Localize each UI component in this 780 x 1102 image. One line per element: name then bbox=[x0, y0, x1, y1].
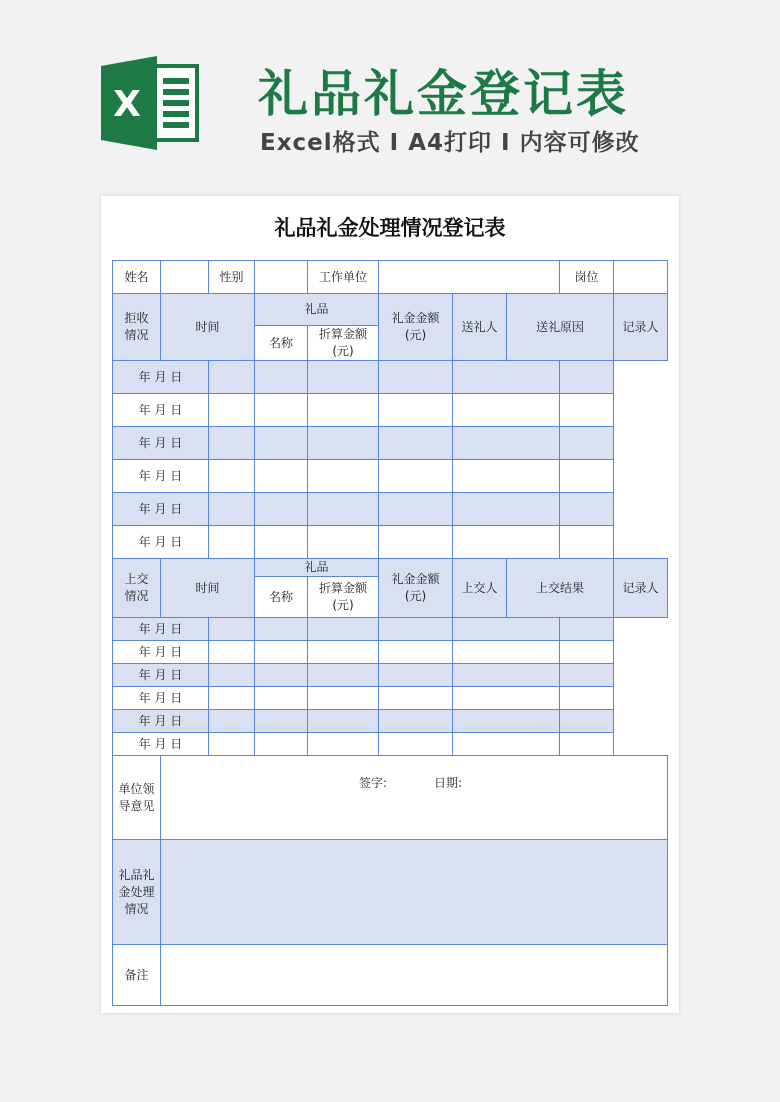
cash-amount-cell[interactable] bbox=[308, 460, 379, 493]
registration-table bbox=[112, 260, 668, 1006]
date-cell[interactable]: 年 月 日 bbox=[113, 460, 209, 493]
reject-section-label: 拒收 情况 bbox=[113, 294, 161, 361]
reject-recorder-header: 记录人 bbox=[614, 294, 668, 361]
position-field[interactable] bbox=[614, 261, 668, 294]
table-row bbox=[113, 618, 668, 641]
table-row bbox=[113, 427, 668, 460]
handover-section-label: 上交 情况 bbox=[113, 559, 161, 618]
cash-amount-cell[interactable] bbox=[308, 733, 379, 756]
banner-subtitle: Excel格式 I A4打印 I 内容可修改 bbox=[260, 130, 640, 156]
reason-cell[interactable] bbox=[453, 427, 560, 460]
recorder-cell[interactable] bbox=[560, 493, 614, 526]
person-cell[interactable] bbox=[379, 641, 453, 664]
position-label: 岗位 bbox=[560, 261, 614, 294]
reason-cell[interactable] bbox=[453, 664, 560, 687]
date-cell[interactable]: 年 月 日 bbox=[113, 427, 209, 460]
reason-cell[interactable] bbox=[453, 687, 560, 710]
converted-amount-cell[interactable] bbox=[255, 641, 308, 664]
person-cell[interactable] bbox=[379, 687, 453, 710]
cash-amount-cell[interactable] bbox=[308, 361, 379, 394]
person-cell[interactable] bbox=[379, 526, 453, 559]
person-cell[interactable] bbox=[379, 394, 453, 427]
date-cell[interactable]: 年 月 日 bbox=[113, 733, 209, 756]
date-cell[interactable]: 年 月 日 bbox=[113, 361, 209, 394]
cash-amount-cell[interactable] bbox=[308, 710, 379, 733]
converted-amount-cell[interactable] bbox=[255, 526, 308, 559]
reason-cell[interactable] bbox=[453, 460, 560, 493]
gift-name-cell[interactable] bbox=[209, 526, 255, 559]
date-cell[interactable]: 年 月 日 bbox=[113, 618, 209, 641]
recorder-cell[interactable] bbox=[560, 618, 614, 641]
name-field[interactable] bbox=[161, 261, 209, 294]
converted-amount-cell[interactable] bbox=[255, 733, 308, 756]
gender-field[interactable] bbox=[255, 261, 308, 294]
reject-gift-header: 礼品 bbox=[255, 294, 379, 326]
person-cell[interactable] bbox=[379, 664, 453, 687]
reject-cash-header: 礼金金额 (元) bbox=[379, 294, 453, 361]
recorder-cell[interactable] bbox=[560, 394, 614, 427]
person-cell[interactable] bbox=[379, 493, 453, 526]
sign-label: 签字: bbox=[359, 775, 388, 790]
reject-converted-header: 折算金额 (元) bbox=[308, 326, 379, 361]
gift-name-cell[interactable] bbox=[209, 618, 255, 641]
recorder-cell[interactable] bbox=[560, 733, 614, 756]
work-unit-field[interactable] bbox=[379, 261, 560, 294]
person-cell[interactable] bbox=[379, 427, 453, 460]
date-cell[interactable]: 年 月 日 bbox=[113, 710, 209, 733]
converted-amount-cell[interactable] bbox=[255, 460, 308, 493]
date-cell[interactable]: 年 月 日 bbox=[113, 526, 209, 559]
reason-cell[interactable] bbox=[453, 733, 560, 756]
recorder-cell[interactable] bbox=[560, 687, 614, 710]
handover-gift-header: 礼品 bbox=[255, 559, 379, 577]
handling-label: 礼品礼 金处理 情况 bbox=[113, 840, 161, 945]
table-row bbox=[113, 493, 668, 526]
table-row bbox=[113, 687, 668, 710]
converted-amount-cell[interactable] bbox=[255, 618, 308, 641]
reason-cell[interactable] bbox=[453, 641, 560, 664]
reason-cell[interactable] bbox=[453, 493, 560, 526]
form-title: 礼品礼金处理情况登记表 bbox=[274, 216, 506, 240]
handover-submitter-header: 上交人 bbox=[453, 559, 507, 618]
cash-amount-cell[interactable] bbox=[308, 687, 379, 710]
handover-gift-name-header: 名称 bbox=[255, 577, 308, 618]
person-cell[interactable] bbox=[379, 710, 453, 733]
converted-amount-cell[interactable] bbox=[255, 427, 308, 460]
table-row bbox=[113, 394, 668, 427]
recorder-cell[interactable] bbox=[560, 641, 614, 664]
handover-cash-header: 礼金金额 (元) bbox=[379, 559, 453, 618]
handover-result-header: 上交结果 bbox=[507, 559, 614, 618]
cash-amount-cell[interactable] bbox=[308, 493, 379, 526]
reason-cell[interactable] bbox=[453, 526, 560, 559]
gift-name-cell[interactable] bbox=[209, 361, 255, 394]
recorder-cell[interactable] bbox=[560, 427, 614, 460]
gift-name-cell[interactable] bbox=[209, 641, 255, 664]
gift-name-cell[interactable] bbox=[209, 460, 255, 493]
leader-opinion-label: 单位领 导意见 bbox=[113, 756, 161, 840]
reason-cell[interactable] bbox=[453, 710, 560, 733]
cash-amount-cell[interactable] bbox=[308, 618, 379, 641]
converted-amount-cell[interactable] bbox=[255, 710, 308, 733]
reject-gift-name-header: 名称 bbox=[255, 326, 308, 361]
remarks-field[interactable] bbox=[161, 945, 668, 1006]
gender-label: 性别 bbox=[209, 261, 255, 294]
recorder-cell[interactable] bbox=[560, 710, 614, 733]
table-row bbox=[113, 664, 668, 687]
reject-time-header: 时间 bbox=[161, 294, 255, 361]
cash-amount-cell[interactable] bbox=[308, 427, 379, 460]
person-cell[interactable] bbox=[379, 733, 453, 756]
converted-amount-cell[interactable] bbox=[255, 394, 308, 427]
table-row bbox=[113, 733, 668, 756]
gift-name-cell[interactable] bbox=[209, 687, 255, 710]
table-row bbox=[113, 710, 668, 733]
gift-name-cell[interactable] bbox=[209, 664, 255, 687]
handling-field[interactable] bbox=[161, 840, 668, 945]
work-unit-label: 工作单位 bbox=[308, 261, 379, 294]
reason-cell[interactable] bbox=[453, 361, 560, 394]
gift-name-cell[interactable] bbox=[209, 394, 255, 427]
date-label: 日期: bbox=[434, 775, 463, 790]
converted-amount-cell[interactable] bbox=[255, 664, 308, 687]
date-cell[interactable]: 年 月 日 bbox=[113, 493, 209, 526]
person-cell[interactable] bbox=[379, 460, 453, 493]
date-cell[interactable]: 年 月 日 bbox=[113, 641, 209, 664]
reject-giver-header: 送礼人 bbox=[453, 294, 507, 361]
remarks-label: 备注 bbox=[113, 945, 161, 1006]
gift-name-cell[interactable] bbox=[209, 427, 255, 460]
svg-text:X: X bbox=[113, 84, 141, 125]
recorder-cell[interactable] bbox=[560, 664, 614, 687]
date-cell[interactable]: 年 月 日 bbox=[113, 664, 209, 687]
banner-title: 礼品礼金登记表 bbox=[258, 65, 629, 123]
recorder-cell[interactable] bbox=[560, 361, 614, 394]
gift-name-cell[interactable] bbox=[209, 733, 255, 756]
gift-name-cell[interactable] bbox=[209, 493, 255, 526]
handover-time-header: 时间 bbox=[161, 559, 255, 618]
reason-cell[interactable] bbox=[453, 618, 560, 641]
converted-amount-cell[interactable] bbox=[255, 361, 308, 394]
leader-opinion-field[interactable] bbox=[161, 756, 668, 840]
table-row bbox=[113, 361, 668, 394]
cash-amount-cell[interactable] bbox=[308, 664, 379, 687]
table-row bbox=[113, 526, 668, 559]
handover-converted-header: 折算金额 (元) bbox=[308, 577, 379, 618]
reject-reason-header: 送礼原因 bbox=[507, 294, 614, 361]
table-row bbox=[113, 460, 668, 493]
converted-amount-cell[interactable] bbox=[255, 493, 308, 526]
table-row bbox=[113, 641, 668, 664]
cash-amount-cell[interactable] bbox=[308, 641, 379, 664]
converted-amount-cell[interactable] bbox=[255, 687, 308, 710]
cash-amount-cell[interactable] bbox=[308, 394, 379, 427]
recorder-cell[interactable] bbox=[560, 526, 614, 559]
recorder-cell[interactable] bbox=[560, 460, 614, 493]
handover-recorder-header: 记录人 bbox=[614, 559, 668, 618]
date-cell[interactable]: 年 月 日 bbox=[113, 687, 209, 710]
date-cell[interactable]: 年 月 日 bbox=[113, 394, 209, 427]
person-cell[interactable] bbox=[379, 618, 453, 641]
reason-cell[interactable] bbox=[453, 394, 560, 427]
name-label: 姓名 bbox=[113, 261, 161, 294]
gift-name-cell[interactable] bbox=[209, 710, 255, 733]
excel-logo-icon bbox=[101, 56, 201, 150]
cash-amount-cell[interactable] bbox=[308, 526, 379, 559]
person-cell[interactable] bbox=[379, 361, 453, 394]
